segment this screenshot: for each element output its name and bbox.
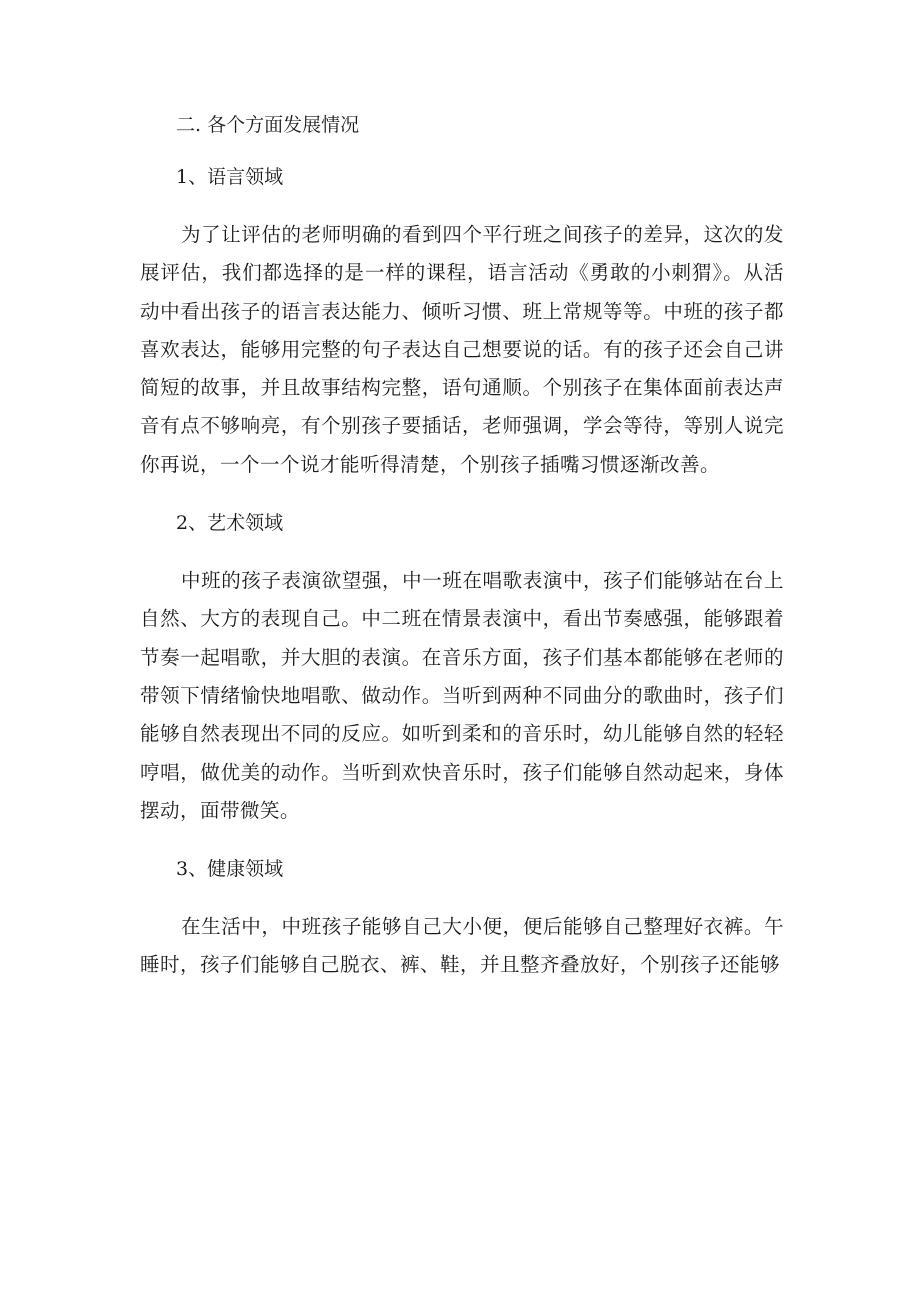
heading-health: 3、健康领域: [176, 858, 284, 881]
document-body: [140, 112, 784, 1011]
heading-language: 1、语言领域: [176, 166, 284, 188]
heading-art: 2、艺术领域: [176, 512, 284, 535]
paragraph-language: 为了让评估的老师明确的看到四个平行班之间孩子的差异，这次的发展评估，我们都选择的是一样的课程，语言活动《勇敢的小刺猬》。从活动中看出孩子的语言表达能力、倾听习惯、班上常规等等。中班的孩子都喜欢表达，能够用完整的句子表达自己想要说的话。有的孩子还会自己讲简短的故事，并且故事结构完整，语句通顺。个别孩子在集体面前表达声音有点不够响亮，有个别孩子要插话，老师强调，学会等待，等别人说完你再说，一个一个说才能听得清楚，个别孩子插嘴习惯逐渐改善。: [140, 223, 784, 476]
paragraph-health: 在生活中，中班孩子能够自己大小便，便后能够自己整理好衣裤。午睡时，孩子们能够自己脱衣、裤、鞋，并且整齐叠放好，个别孩子还能够: [140, 915, 784, 977]
section-title: 二. 各个方面发展情况: [176, 114, 360, 136]
paragraph-art: 中班的孩子表演欲望强，中一班在唱歌表演中，孩子们能够站在台上自然、大方的表现自己。中二班在情景表演中，看出节奏感强，能够跟着节奏一起唱歌，并大胆的表演。在音乐方面，孩子们基本都能够在老师的带领下情绪愉快地唱歌、做动作。当听到两种不同曲分的歌曲时，孩子们能够自然表现出不同的反应。如听到柔和的音乐时，幼儿能够自然的轻轻哼唱，做优美的动作。当听到欢快音乐时，孩子们能够自然动起来，身体摆动，面带微笑。: [140, 569, 784, 822]
